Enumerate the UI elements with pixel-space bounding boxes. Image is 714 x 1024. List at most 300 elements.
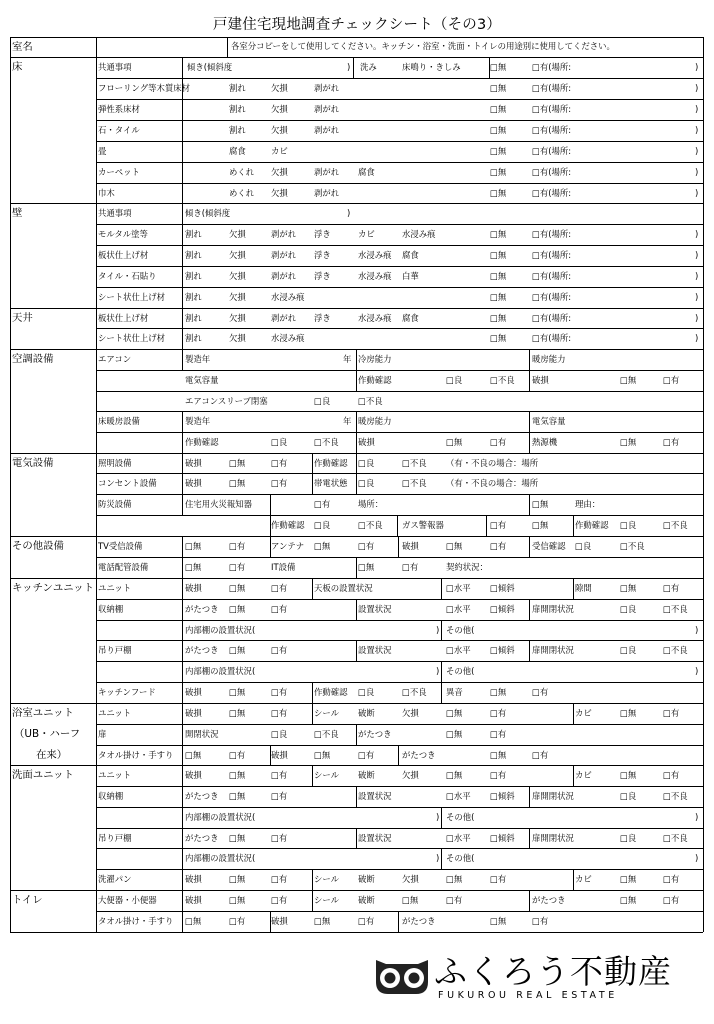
cell-text: 内部棚の設置状況(	[185, 853, 256, 863]
checkbox-option[interactable]: □有	[271, 874, 288, 884]
category-label: 洗面ユニット	[12, 769, 74, 781]
checkbox-option[interactable]: □有	[490, 541, 507, 551]
row-divider	[96, 911, 703, 912]
cell-divider	[312, 890, 313, 911]
label-divider	[182, 183, 183, 203]
cell-text: 剥がれ	[314, 125, 340, 135]
cell-divider	[573, 765, 574, 786]
cell-divider	[529, 828, 530, 848]
table-border-right	[703, 37, 704, 932]
cell-text: がたつき	[185, 645, 219, 655]
row-divider	[96, 287, 703, 288]
cell-text: 作動確認	[314, 458, 348, 468]
label-divider	[182, 57, 183, 78]
checkbox-option[interactable]: □有	[402, 562, 419, 572]
cell-text: 割れ	[185, 229, 202, 239]
cell-text: 剥がれ	[314, 167, 340, 177]
checkbox-option[interactable]: □無	[229, 833, 246, 843]
cell-text: 隙間	[575, 583, 592, 593]
checkbox-option[interactable]: □良	[620, 791, 637, 801]
checkbox-option[interactable]: □無	[490, 292, 507, 302]
checkbox-option[interactable]: □無	[229, 583, 246, 593]
cell-text: がたつき	[185, 833, 219, 843]
cell-text: がたつき	[402, 750, 436, 760]
cell-text: )	[695, 853, 699, 863]
checkbox-option[interactable]: □無	[229, 791, 246, 801]
cell-text: 破損	[185, 874, 202, 884]
checkbox-option[interactable]: □有	[229, 562, 246, 572]
cell-divider	[182, 682, 183, 703]
cell-text: がたつき	[532, 895, 566, 905]
cell-text: 水浸み痕	[271, 292, 305, 302]
cell-text: 欠損	[229, 229, 246, 239]
cell-text: 割れ	[185, 313, 202, 323]
checkbox-option[interactable]: □無	[229, 895, 246, 905]
checkbox-option[interactable]: □有	[229, 541, 246, 551]
checkbox-option[interactable]: □良	[620, 520, 637, 530]
checkbox-option[interactable]: □有	[490, 520, 507, 530]
room-name-field[interactable]	[98, 39, 224, 55]
row-divider	[10, 57, 703, 58]
checkbox-option[interactable]: □有(場所:	[532, 229, 572, 239]
checkbox-option[interactable]: □不良	[402, 478, 427, 488]
cell-divider	[182, 411, 183, 432]
item-label: 照明設備	[98, 458, 132, 468]
checkbox-option[interactable]: □無	[490, 750, 507, 760]
checkbox-option[interactable]: □不良	[314, 437, 339, 447]
logo-subtitle: FUKUROU REAL ESTATE	[438, 990, 618, 1001]
row-divider	[96, 141, 703, 142]
checkbox-option[interactable]: □傾斜	[490, 604, 515, 614]
checkbox-option[interactable]: □有	[271, 770, 288, 780]
label-divider	[182, 224, 183, 245]
row-divider	[96, 162, 703, 163]
checkbox-option[interactable]: □不良	[663, 791, 688, 801]
checkbox-option[interactable]: □良	[271, 729, 288, 739]
item-label: ユニット	[98, 583, 132, 593]
row-divider	[96, 411, 703, 412]
checkbox-option[interactable]: □良	[271, 437, 288, 447]
checkbox-option[interactable]: □無	[490, 83, 507, 93]
cell-text: )	[347, 62, 351, 72]
checkbox-option[interactable]: □無	[229, 645, 246, 655]
checkbox-option[interactable]: □無	[620, 708, 637, 718]
checkbox-option[interactable]: □無	[490, 687, 507, 697]
cell-text: 破損	[185, 458, 202, 468]
checkbox-option[interactable]: □無	[229, 874, 246, 884]
cell-divider	[529, 370, 530, 391]
cell-divider	[182, 557, 183, 578]
checkbox-option[interactable]: □無	[185, 541, 202, 551]
checkbox-option[interactable]: □有	[271, 833, 288, 843]
category-label: 天井	[12, 312, 33, 324]
cell-text: )	[695, 313, 699, 323]
checkbox-option[interactable]: □有(場所:	[532, 146, 572, 156]
item-label: モルタル塗等	[98, 229, 148, 239]
checkbox-option[interactable]: □有(場所:	[532, 333, 572, 343]
cell-text: 剥がれ	[314, 188, 340, 198]
cell-text: 欠損	[271, 104, 288, 114]
checkbox-option[interactable]: □無	[446, 437, 463, 447]
category-label: 浴室ユニット	[12, 707, 74, 719]
checkbox-option[interactable]: □無	[358, 562, 375, 572]
cell-divider	[270, 494, 271, 515]
checkbox-option[interactable]: □有	[314, 499, 331, 509]
cell-text: 剥がれ	[271, 229, 297, 239]
cell-divider	[182, 536, 183, 557]
item-label: フローリング等木質床材	[98, 83, 190, 93]
checkbox-option[interactable]: □無	[490, 250, 507, 260]
cell-divider	[182, 765, 183, 786]
checkbox-option[interactable]: □有	[663, 437, 680, 447]
cell-text: 破断	[358, 708, 375, 718]
cell-divider	[356, 370, 357, 391]
checkbox-option[interactable]: □有(場所:	[532, 62, 572, 72]
row-divider	[96, 828, 703, 829]
cell-text: 割れ	[185, 333, 202, 343]
cell-divider	[356, 432, 357, 453]
label-divider	[182, 203, 183, 224]
checkbox-option[interactable]: □良	[446, 375, 463, 385]
cell-text: )	[695, 625, 699, 635]
checkbox-option[interactable]: □有	[271, 791, 288, 801]
checkbox-option[interactable]: □良	[620, 645, 637, 655]
item-label: タオル掛け・手すり	[98, 916, 174, 926]
checkbox-option[interactable]: □良	[358, 478, 375, 488]
item-label: 板状仕上げ材	[98, 250, 149, 260]
checkbox-option[interactable]: □無	[229, 604, 246, 614]
checkbox-option[interactable]: □有	[271, 604, 288, 614]
checkbox-option[interactable]: □無	[490, 313, 507, 323]
cell-divider	[182, 661, 183, 682]
item-label: ユニット	[98, 708, 132, 718]
checkbox-option[interactable]: □有	[229, 750, 246, 760]
cell-text: 浮き	[314, 313, 331, 323]
checkbox-option[interactable]: □無	[490, 188, 507, 198]
checkbox-option[interactable]: □無	[446, 729, 463, 739]
cell-text: 腐食	[229, 146, 246, 156]
cell-text: 欠損	[229, 333, 246, 343]
category-column-divider	[96, 37, 97, 932]
checkbox-option[interactable]: □有	[271, 583, 288, 593]
checkbox-option[interactable]: □有	[271, 895, 288, 905]
checkbox-option[interactable]: □良	[620, 604, 637, 614]
checkbox-option[interactable]: □無	[620, 770, 637, 780]
checkbox-option[interactable]: □有(場所:	[532, 167, 572, 177]
cell-text: 破断	[358, 770, 375, 780]
checkbox-option[interactable]: □無	[185, 916, 202, 926]
checkbox-option[interactable]: □水平	[446, 583, 471, 593]
row-divider	[96, 661, 703, 662]
label-divider	[182, 120, 183, 141]
cell-text: 破損	[185, 478, 202, 488]
cell-text: シール	[314, 874, 339, 884]
cell-text: 破損	[185, 687, 202, 697]
checkbox-option[interactable]: □有(場所:	[532, 83, 572, 93]
checkbox-option[interactable]: □有	[490, 874, 507, 884]
checkbox-option[interactable]: □不良	[490, 375, 515, 385]
cell-text: 作動確認	[271, 520, 305, 530]
checkbox-option[interactable]: □無	[620, 874, 637, 884]
cell-text: 製造年	[185, 354, 211, 364]
checkbox-option[interactable]: □有	[490, 770, 507, 780]
cell-text: )	[695, 62, 699, 72]
cell-text: 剥がれ	[314, 83, 340, 93]
cell-divider	[356, 349, 357, 370]
checkbox-option[interactable]: □有	[532, 687, 549, 697]
checkbox-option[interactable]: □良	[358, 458, 375, 468]
checkbox-option[interactable]: □良	[620, 833, 637, 843]
page-title: 戸建住宅現地調査チェックシート（その3）	[212, 17, 502, 33]
cell-text: 欠損	[271, 188, 288, 198]
cell-divider	[227, 37, 228, 57]
checkbox-option[interactable]: □不良	[620, 541, 645, 551]
checkbox-option[interactable]: □有	[663, 770, 680, 780]
cell-divider	[356, 453, 357, 473]
cell-text: 欠損	[229, 313, 246, 323]
cell-text: )	[436, 666, 440, 676]
checkbox-option[interactable]: □無	[229, 708, 246, 718]
label-divider	[182, 162, 183, 183]
category-label: 電気設備	[12, 457, 54, 469]
checkbox-option[interactable]: □有(場所:	[532, 313, 572, 323]
checkbox-option[interactable]: □無	[185, 750, 202, 760]
checkbox-option[interactable]: □傾斜	[490, 583, 515, 593]
checkbox-option[interactable]: □無	[490, 167, 507, 177]
cell-text: 扉開閉状況	[532, 604, 574, 614]
cell-divider	[312, 682, 313, 703]
checkbox-option[interactable]: □有	[358, 541, 375, 551]
row-divider	[10, 703, 703, 704]
cell-divider	[441, 620, 442, 640]
checkbox-option[interactable]: □有(場所:	[532, 250, 572, 260]
cell-text: その他(	[446, 625, 475, 635]
checkbox-option[interactable]: □無	[446, 874, 463, 884]
checkbox-option[interactable]: □無	[532, 520, 549, 530]
checkbox-option[interactable]: □水平	[446, 833, 471, 843]
cell-text: 年	[343, 416, 352, 426]
checkbox-option[interactable]: □水平	[446, 791, 471, 801]
category-label: （UB・ハーフ	[14, 728, 81, 740]
checkbox-option[interactable]: □無	[490, 146, 507, 156]
cell-text: )	[695, 333, 699, 343]
checkbox-option[interactable]: □不良	[663, 833, 688, 843]
cell-text: 扉開閉状況	[532, 833, 574, 843]
checkbox-option[interactable]: □無	[532, 499, 549, 509]
checkbox-option[interactable]: □不良	[663, 520, 688, 530]
cell-divider	[441, 578, 442, 599]
checkbox-option[interactable]: □傾斜	[490, 645, 515, 655]
checkbox-option[interactable]: □有	[271, 708, 288, 718]
checkbox-option[interactable]: □良	[314, 520, 331, 530]
checkbox-option[interactable]: □有	[358, 916, 375, 926]
checkbox-option[interactable]: □不良	[358, 396, 383, 406]
checkbox-option[interactable]: □不良	[402, 458, 427, 468]
cell-text: 受信確認	[532, 541, 566, 551]
checkbox-option[interactable]: □良	[358, 687, 375, 697]
item-label: シート状仕上げ材	[98, 333, 165, 343]
cell-text: 白華	[402, 271, 419, 281]
item-label: 洗濯パン	[98, 874, 132, 884]
cell-text: 剥がれ	[271, 313, 297, 323]
checkbox-option[interactable]: □良	[314, 396, 331, 406]
checkbox-option[interactable]: □不良	[314, 729, 339, 739]
checkbox-option[interactable]: □有	[490, 437, 507, 447]
row-divider	[96, 245, 703, 246]
checkbox-option[interactable]: □無	[490, 229, 507, 239]
cell-text: がたつき	[402, 916, 436, 926]
cell-text: カビ	[575, 874, 592, 884]
checkbox-option[interactable]: □無	[314, 750, 331, 760]
item-label: キッチンフード	[98, 687, 156, 697]
checkbox-option[interactable]: □無	[620, 437, 637, 447]
cell-text: 設置状況	[358, 833, 392, 843]
cell-text: 契約状況：	[446, 562, 488, 572]
cell-divider	[182, 349, 183, 370]
checkbox-option[interactable]: □有	[663, 583, 680, 593]
cell-text: がたつき	[185, 604, 219, 614]
cell-text: 破損	[271, 750, 288, 760]
checkbox-option[interactable]: □無	[490, 333, 507, 343]
checkbox-option[interactable]: □有(場所:	[532, 292, 572, 302]
item-label: タオル掛け・手すり	[98, 750, 174, 760]
cell-text: 扉開閉状況	[532, 645, 574, 655]
item-label: エアコン	[98, 354, 132, 364]
cell-text: 剥がれ	[314, 104, 340, 114]
checkbox-option[interactable]: □有(場所:	[532, 271, 572, 281]
cell-text: 開閉状況	[185, 729, 219, 739]
item-label: コンセント設備	[98, 478, 157, 488]
label-divider	[182, 328, 183, 349]
checkbox-option[interactable]: □有	[490, 729, 507, 739]
cell-text: カビ	[575, 770, 592, 780]
checkbox-option[interactable]: □有(場所:	[532, 104, 572, 114]
cell-divider	[182, 869, 183, 890]
checkbox-option[interactable]: □有(場所:	[532, 125, 572, 135]
category-label: トイレ	[12, 894, 43, 906]
cell-text: 浮き	[314, 229, 331, 239]
cell-divider	[356, 599, 357, 620]
cell-text: )	[695, 83, 699, 93]
checkbox-option[interactable]: □有	[271, 687, 288, 697]
cell-text: 破損	[185, 583, 202, 593]
cell-text: 浮き	[314, 271, 331, 281]
checkbox-option[interactable]: □有	[271, 645, 288, 655]
checkbox-option[interactable]: □傾斜	[490, 833, 515, 843]
checkbox-option[interactable]: □無	[314, 916, 331, 926]
checkbox-option[interactable]: □無	[490, 62, 507, 72]
checkbox-option[interactable]: □有	[663, 874, 680, 884]
checkbox-option[interactable]: □無	[185, 562, 202, 572]
cell-divider	[182, 453, 183, 473]
checkbox-option[interactable]: □有(場所:	[532, 188, 572, 198]
cell-text: 作動確認	[358, 375, 392, 385]
checkbox-option[interactable]: □無	[490, 125, 507, 135]
cell-divider	[397, 515, 398, 536]
cell-text: 欠損	[229, 250, 246, 260]
checkbox-option[interactable]: □無	[229, 458, 246, 468]
item-label: 巾木	[98, 188, 115, 198]
checkbox-option[interactable]: □有	[663, 708, 680, 718]
checkbox-option[interactable]: □無	[490, 916, 507, 926]
checkbox-option[interactable]: □無	[620, 375, 637, 385]
checkbox-option[interactable]: □無	[229, 770, 246, 780]
item-label: 扉	[98, 729, 107, 739]
checkbox-option[interactable]: □不良	[663, 604, 688, 614]
checkbox-option[interactable]: □良	[575, 541, 592, 551]
checkbox-option[interactable]: □無	[402, 895, 419, 905]
cell-text: カビ	[271, 146, 288, 156]
checkbox-option[interactable]: □有	[663, 895, 680, 905]
checkbox-option[interactable]: □有	[229, 916, 246, 926]
checkbox-option[interactable]: □無	[314, 541, 331, 551]
checkbox-option[interactable]: □水平	[446, 645, 471, 655]
cell-text: 設置状況	[358, 604, 392, 614]
category-label: 室名	[12, 41, 33, 53]
checkbox-option[interactable]: □有	[358, 750, 375, 760]
row-divider	[96, 620, 703, 621]
checkbox-option[interactable]: □有	[532, 916, 549, 926]
cell-text: 熱源機	[532, 437, 558, 447]
checkbox-option[interactable]: □有	[663, 375, 680, 385]
checkbox-option[interactable]: □無	[229, 478, 246, 488]
cell-divider	[356, 640, 357, 661]
checkbox-option[interactable]: □有	[271, 478, 288, 488]
item-label: TV受信設備	[98, 541, 143, 551]
checkbox-option[interactable]: □無	[490, 104, 507, 114]
cell-text: 破断	[358, 895, 375, 905]
checkbox-option[interactable]: □水平	[446, 604, 471, 614]
category-label: その他設備	[12, 540, 64, 552]
checkbox-option[interactable]: □無	[620, 895, 637, 905]
row-divider	[96, 599, 703, 600]
cell-text: 破損	[402, 541, 419, 551]
checkbox-option[interactable]: □不良	[358, 520, 383, 530]
cell-text: 異音	[446, 687, 463, 697]
checkbox-option[interactable]: □有	[490, 708, 507, 718]
cell-text: )	[695, 271, 699, 281]
item-label: タイル・石貼り	[98, 271, 157, 281]
cell-text: 破損	[185, 770, 202, 780]
checkbox-option[interactable]: □無	[490, 271, 507, 281]
cell-text: 割れ	[229, 83, 246, 93]
checkbox-option[interactable]: □有	[271, 458, 288, 468]
checkbox-option[interactable]: □無	[446, 541, 463, 551]
cell-text: シール	[314, 770, 339, 780]
cell-text: 帯電状態	[314, 478, 348, 488]
checkbox-option[interactable]: □傾斜	[490, 791, 515, 801]
cell-divider	[312, 578, 313, 599]
checkbox-option[interactable]: □有	[446, 895, 463, 905]
checkbox-option[interactable]: □無	[446, 708, 463, 718]
checkbox-option[interactable]: □無	[620, 583, 637, 593]
row-divider	[96, 370, 703, 371]
checkbox-option[interactable]: □不良	[663, 645, 688, 655]
cell-text: )	[695, 292, 699, 302]
checkbox-option[interactable]: □無	[229, 687, 246, 697]
item-label: 共通事項	[98, 62, 132, 72]
cell-divider	[573, 703, 574, 724]
cell-divider	[182, 703, 183, 724]
checkbox-option[interactable]: □有	[532, 750, 549, 760]
cell-text: ガス警報器	[402, 520, 444, 530]
cell-text: 冷房能力	[358, 354, 392, 364]
cell-text: )	[436, 853, 440, 863]
checkbox-option[interactable]: □不良	[402, 687, 427, 697]
cell-divider	[356, 473, 357, 494]
checkbox-option[interactable]: □無	[446, 770, 463, 780]
cell-divider	[182, 599, 183, 620]
